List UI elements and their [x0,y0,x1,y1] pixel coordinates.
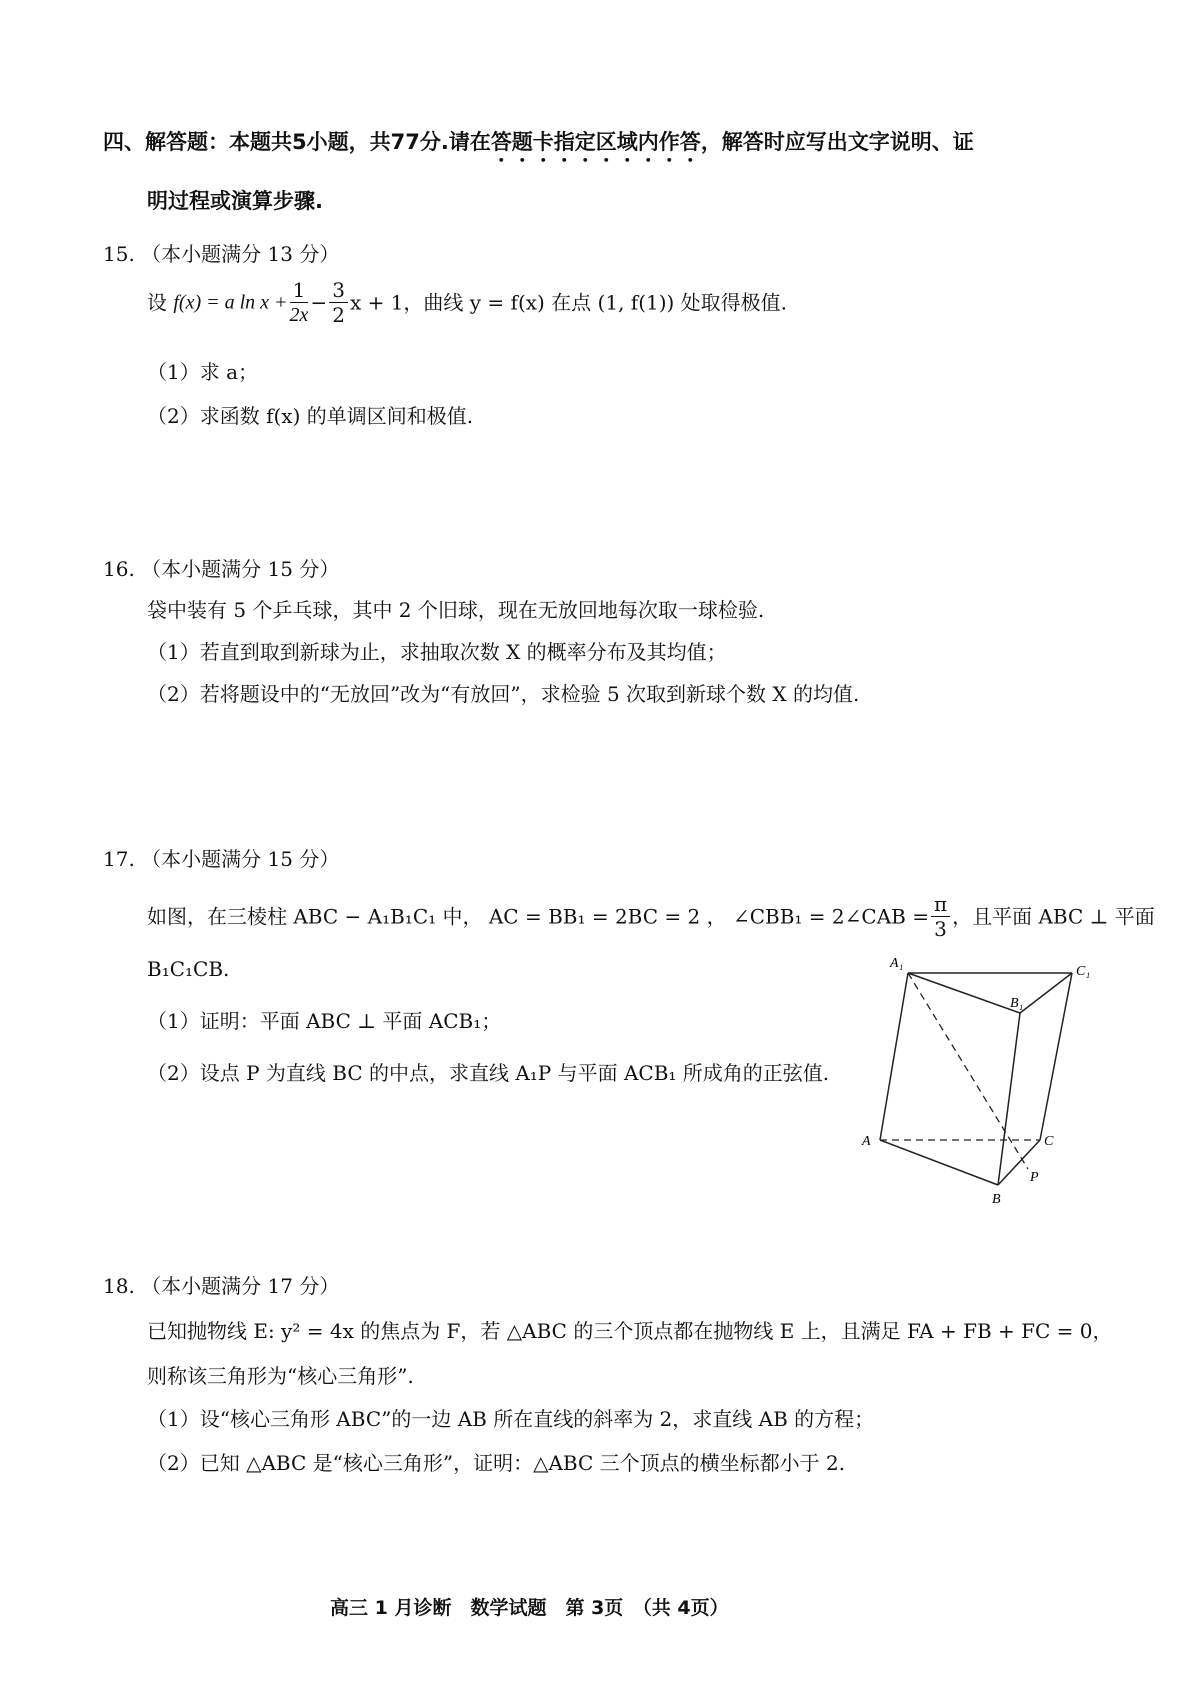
q18-part2: （2）已知 △ABC 是“核心三角形”，证明：△ABC 三个顶点的横坐标都小于 2. [147,1451,846,1475]
edge-cc1 [1040,973,1072,1140]
section-title-part-a: 四、解答题：本题共5小题，共77分.请在 [103,130,491,154]
label-p: P [1030,1170,1039,1185]
q16-part2: （2）若将题设中的“无放回”改为“有放回”，求检验 5 次取到新球个数 X 的均值. [147,682,860,706]
q17-stem-continued: B₁C₁CB. [147,957,230,981]
q17-part1: （1）证明：平面 ABC ⊥ 平面 ACB₁； [147,1009,502,1033]
q18-header: 18. （本小题满分 17 分） [103,1274,340,1298]
q18-part1: （1）设“核心三角形 ABC”的一边 AB 所在直线的斜率为 2，求直线 AB 的方程； [147,1407,875,1431]
q17-part2: （2）设点 P 为直线 BC 的中点，求直线 A₁P 与平面 ACB₁ 所成角的正弦值. [147,1061,830,1085]
section-title-line1 [103,126,974,167]
section-title-emphasis: 答题卡指定区域内作答 [490,130,701,154]
section-title-line2: 明过程或演算步骤. [147,189,323,213]
q17-header: 17. （本小题满分 15 分） [103,847,340,871]
q15-fraction-2: $\frac{3}{2}$ [329,278,348,327]
q15-stem-prefix: 设 [147,290,174,315]
edge-a1b1 [908,973,1020,1013]
q16-part1: （1）若直到取到新球为止，求抽取次数 X 的概率分布及其均值； [147,640,727,664]
q15-fraction-1: $\frac{1}{2x}$ [289,278,309,326]
q17-stem [147,892,1155,941]
prism-figure [850,945,1100,1215]
label-c1: C₁ [1076,964,1091,979]
label-a: A [862,1134,871,1149]
q15-function-expression: f(x) = a ln x + [173,291,288,314]
section-title-part-b: ，解答时应写出文字说明、证 [700,130,974,154]
q15-minus: − [310,290,328,315]
q17-fraction-pi-3: $\frac{\pi}{3}$ [931,892,950,941]
edge-ab [880,1140,998,1185]
q15-part2: （2）求函数 f(x) 的单调区间和极值. [147,404,474,428]
q15-stem [147,278,787,327]
q15-stem-suffix: x + 1，曲线 y = f(x) 在点 (1, f(1)) 处取得极值. [349,290,788,315]
label-c: C [1044,1134,1054,1149]
q15-part1: （1）求 a； [147,360,259,384]
edge-b1c1 [1020,973,1072,1013]
q17-stem-part-a: 如图，在三棱柱 ABC − A₁B₁C₁ 中， AC = BB₁ = 2BC = 2 ， ∠CBB₁ = 2∠CAB = [147,904,929,929]
edge-aa1 [880,973,908,1140]
q15-header: 15. （本小题满分 13 分） [103,242,340,266]
label-a1: A₁ [890,956,904,971]
q16-stem: 袋中装有 5 个乒乓球，其中 2 个旧球，现在无放回地每次取一球检验. [147,598,765,622]
edge-bb1 [998,1013,1020,1185]
page-footer: 高三 1 月诊断 数学试题 第 3页 （共 4页） [330,1597,729,1619]
q18-stem-continued: 则称该三角形为“核心三角形”. [147,1364,414,1388]
label-b: B [992,1192,1001,1207]
q16-header: 16. （本小题满分 15 分） [103,557,340,581]
q18-stem: 已知抛物线 E: y² = 4x 的焦点为 F，若 △ABC 的三个顶点都在抛物线 E 上，且满足 FA + FB + FC = 0， [147,1319,1113,1343]
q17-stem-part-b: ，且平面 ABC ⊥ 平面 [952,904,1155,929]
label-b1: B₁ [1010,996,1024,1011]
